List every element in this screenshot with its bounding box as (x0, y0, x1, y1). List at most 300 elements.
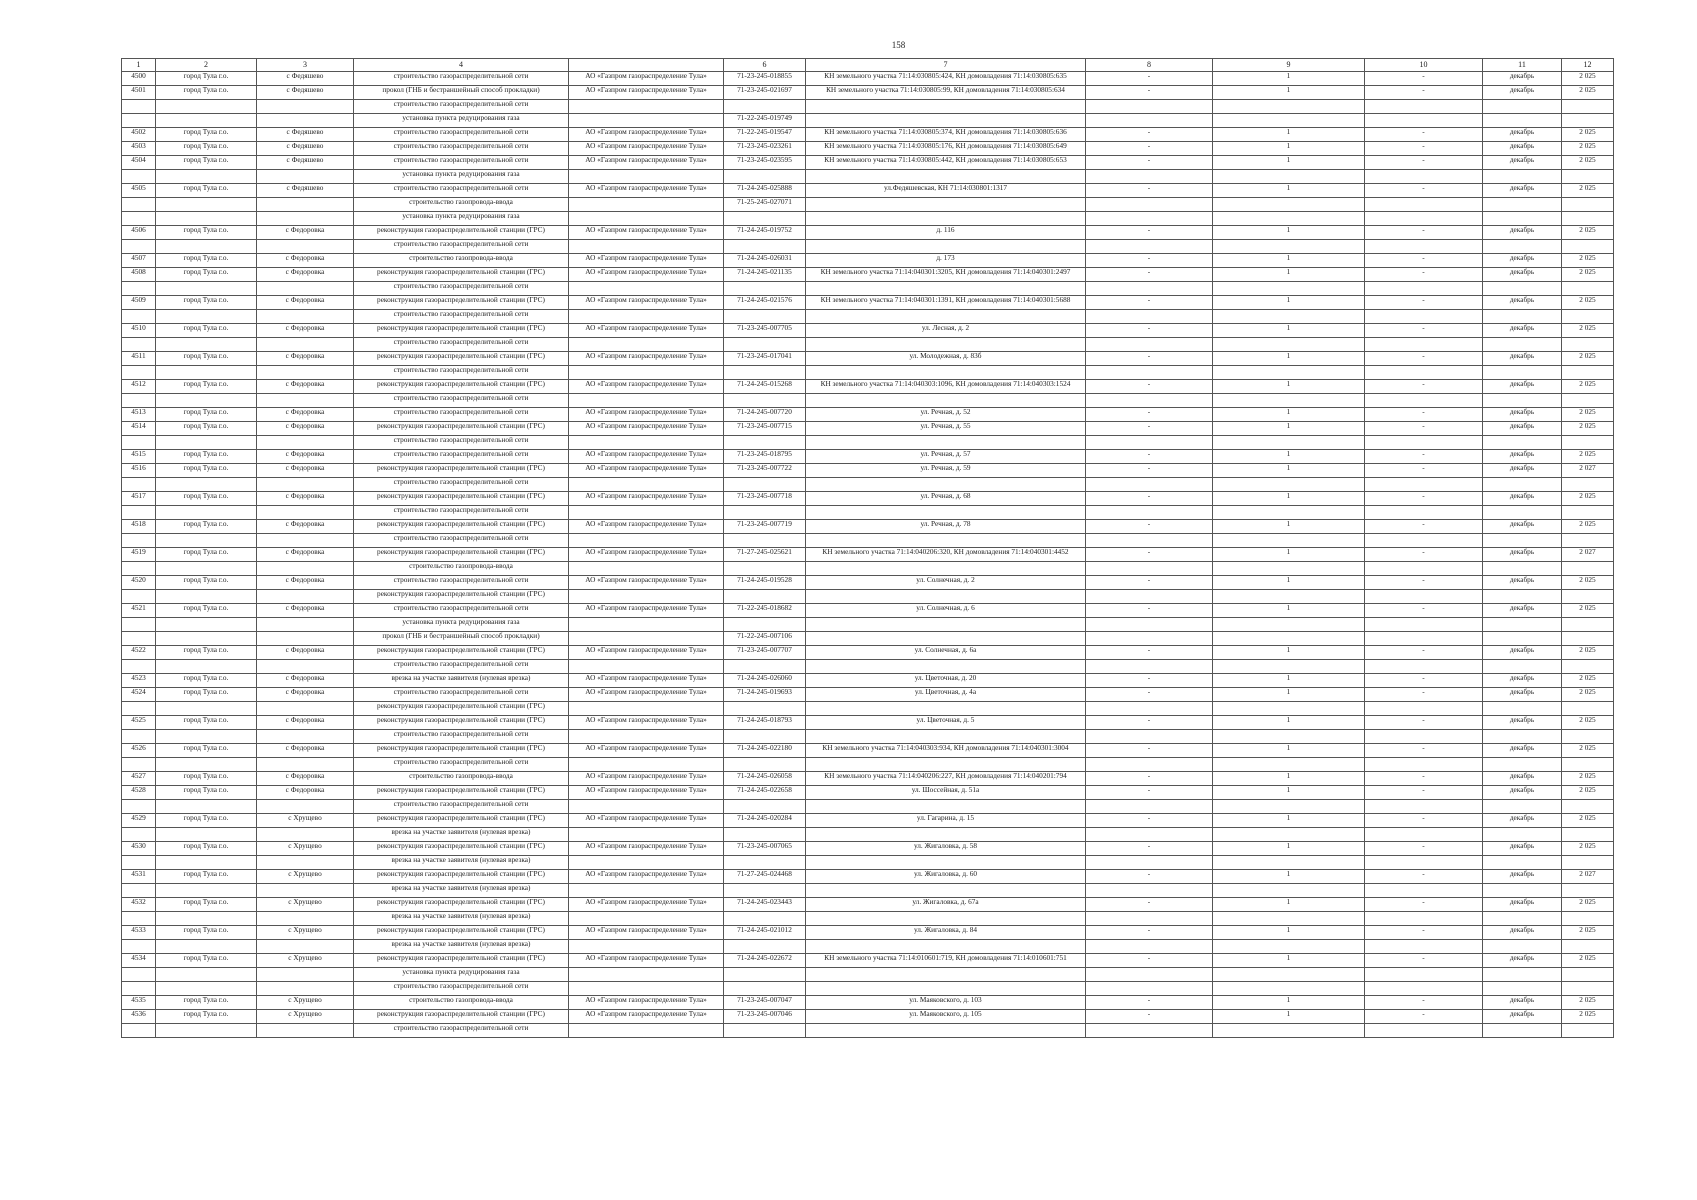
table-cell-col-4: реконструкция газораспределительной станции (ГРС) (354, 548, 569, 562)
table-cell-col-4: строительство газораспределительной сети (354, 394, 569, 408)
table-cell-col-5: АО «Газпром газораспределение Тула» (569, 842, 724, 856)
table-cell-col-8 (1086, 212, 1213, 226)
table-cell-col-7 (806, 282, 1086, 296)
table-cell-col-12: 2 025 (1562, 744, 1614, 758)
table-cell-col-6: 71-23-245-007719 (724, 520, 806, 534)
table-row (122, 142, 1614, 156)
table-cell-col-2: город Тула г.о. (156, 786, 257, 800)
table-cell-col-12 (1562, 506, 1614, 520)
table-cell-col-9 (1213, 170, 1365, 184)
table-cell-col-6: 71-23-245-018855 (724, 72, 806, 86)
table-cell-col-7 (806, 212, 1086, 226)
table-cell-col-7 (806, 618, 1086, 632)
table-cell-col-1 (122, 618, 156, 632)
table-cell-col-8 (1086, 618, 1213, 632)
table-cell-col-11 (1483, 478, 1562, 492)
table-cell-col-4: строительство газораспределительной сети (354, 478, 569, 492)
table-cell-col-1: 4526 (122, 744, 156, 758)
table-cell-col-9: 1 (1213, 772, 1365, 786)
table-row (122, 408, 1614, 422)
table-cell-col-10 (1365, 968, 1483, 982)
table-cell-col-4: реконструкция газораспределительной станции (ГРС) (354, 898, 569, 912)
table-cell-col-10 (1365, 884, 1483, 898)
table-cell-col-2 (156, 800, 257, 814)
table-cell-col-3 (257, 478, 354, 492)
table-cell-col-11: декабрь (1483, 86, 1562, 100)
table-cell-col-6 (724, 590, 806, 604)
table-cell-col-12: 2 025 (1562, 128, 1614, 142)
table-cell-col-6: 71-24-245-026031 (724, 254, 806, 268)
table-cell-col-6 (724, 506, 806, 520)
table-row (122, 898, 1614, 912)
table-row (122, 282, 1614, 296)
table-cell-col-2: город Тула г.о. (156, 674, 257, 688)
table-cell-col-3 (257, 114, 354, 128)
table-cell-col-12 (1562, 590, 1614, 604)
header-row (122, 59, 1614, 72)
table-row (122, 660, 1614, 674)
table-cell-col-1 (122, 730, 156, 744)
table-cell-col-5: АО «Газпром газораспределение Тула» (569, 786, 724, 800)
table-cell-col-3 (257, 618, 354, 632)
table-cell-col-11: декабрь (1483, 744, 1562, 758)
table-cell-col-5 (569, 366, 724, 380)
table-cell-col-9: 1 (1213, 688, 1365, 702)
table-cell-col-12: 2 025 (1562, 898, 1614, 912)
table-cell-col-12 (1562, 968, 1614, 982)
table-cell-col-1: 4504 (122, 156, 156, 170)
table-cell-col-11: декабрь (1483, 450, 1562, 464)
table-cell-col-1 (122, 310, 156, 324)
table-cell-col-10 (1365, 170, 1483, 184)
table-cell-col-4: строительство газораспределительной сети (354, 730, 569, 744)
table-cell-col-6 (724, 394, 806, 408)
table-cell-col-1 (122, 702, 156, 716)
table-cell-col-1 (122, 660, 156, 674)
table-cell-col-9: 1 (1213, 548, 1365, 562)
table-cell-col-5: АО «Газпром газораспределение Тула» (569, 422, 724, 436)
table-cell-col-4: врезка на участке заявителя (нулевая врезка) (354, 674, 569, 688)
table-cell-col-10 (1365, 100, 1483, 114)
table-cell-col-9: 1 (1213, 226, 1365, 240)
table-cell-col-3 (257, 310, 354, 324)
table-cell-col-7: КН земельного участка 71:14:030805:374, КН домовладения 71:14:030805:636 (806, 128, 1086, 142)
table-cell-col-7: ул. Маяковского, д. 105 (806, 1010, 1086, 1024)
table-cell-col-9 (1213, 660, 1365, 674)
table-cell-col-9 (1213, 982, 1365, 996)
table-row (122, 86, 1614, 100)
table-cell-col-3: с Федоровка (257, 716, 354, 730)
table-cell-col-6 (724, 618, 806, 632)
table-cell-col-12: 2 025 (1562, 72, 1614, 86)
table-cell-col-11: декабрь (1483, 520, 1562, 534)
table-cell-col-1: 4536 (122, 1010, 156, 1024)
table-cell-col-4: строительство газораспределительной сети (354, 310, 569, 324)
table-cell-col-12: 2 025 (1562, 156, 1614, 170)
table-cell-col-10: - (1365, 814, 1483, 828)
table-cell-col-7: ул. Маяковского, д. 103 (806, 996, 1086, 1010)
table-cell-col-12 (1562, 100, 1614, 114)
table-cell-col-3 (257, 338, 354, 352)
table-cell-col-3 (257, 282, 354, 296)
table-cell-col-5: АО «Газпром газораспределение Тула» (569, 954, 724, 968)
table-cell-col-9 (1213, 212, 1365, 226)
table-cell-col-7 (806, 730, 1086, 744)
table-cell-col-3: с Федяшево (257, 128, 354, 142)
table-cell-col-8: - (1086, 352, 1213, 366)
table-cell-col-7: ул. Цветочная, д. 5 (806, 716, 1086, 730)
table-cell-col-11: декабрь (1483, 786, 1562, 800)
table-cell-col-9: 1 (1213, 464, 1365, 478)
table-cell-col-7: ул. Солнечная, д. 6 (806, 604, 1086, 618)
table-row (122, 618, 1614, 632)
table-row (122, 688, 1614, 702)
table-cell-col-10: - (1365, 576, 1483, 590)
table-cell-col-3 (257, 1024, 354, 1038)
table-cell-col-4: установка пункта редуцирования газа (354, 618, 569, 632)
table-cell-col-4: строительство газораспределительной сети (354, 982, 569, 996)
table-cell-col-6: 71-23-245-007707 (724, 646, 806, 660)
table-cell-col-12: 2 025 (1562, 520, 1614, 534)
table-cell-col-10: - (1365, 898, 1483, 912)
table-cell-col-8 (1086, 240, 1213, 254)
table-row (122, 296, 1614, 310)
table-cell-col-1 (122, 632, 156, 646)
table-cell-col-9: 1 (1213, 744, 1365, 758)
table-cell-col-11 (1483, 282, 1562, 296)
table-cell-col-7 (806, 198, 1086, 212)
table-cell-col-10 (1365, 198, 1483, 212)
table-cell-col-9: 1 (1213, 576, 1365, 590)
table-cell-col-7: КН земельного участка 71:14:030805:176, КН домовладения 71:14:030805:649 (806, 142, 1086, 156)
table-cell-col-11: декабрь (1483, 380, 1562, 394)
table-cell-col-3 (257, 884, 354, 898)
table-cell-col-7 (806, 100, 1086, 114)
table-cell-col-6: 71-27-245-025621 (724, 548, 806, 562)
table-cell-col-6 (724, 1024, 806, 1038)
table-cell-col-12: 2 025 (1562, 814, 1614, 828)
table-cell-col-10 (1365, 310, 1483, 324)
table-cell-col-5: АО «Газпром газораспределение Тула» (569, 996, 724, 1010)
table-cell-col-2: город Тула г.о. (156, 464, 257, 478)
table-cell-col-12: 2 025 (1562, 408, 1614, 422)
table-cell-col-3: с Федоровка (257, 254, 354, 268)
table-cell-col-9 (1213, 282, 1365, 296)
table-cell-col-2 (156, 660, 257, 674)
table-cell-col-7: ул. Шоссейная, д. 51а (806, 786, 1086, 800)
table-cell-col-8: - (1086, 926, 1213, 940)
table-cell-col-3 (257, 394, 354, 408)
table-cell-col-1: 4509 (122, 296, 156, 310)
table-row (122, 800, 1614, 814)
table-cell-col-10 (1365, 1024, 1483, 1038)
table-cell-col-10: - (1365, 324, 1483, 338)
table-cell-col-2: город Тула г.о. (156, 72, 257, 86)
table-cell-col-9: 1 (1213, 492, 1365, 506)
table-cell-col-6: 71-24-245-021135 (724, 268, 806, 282)
table-cell-col-2 (156, 856, 257, 870)
table-cell-col-3: с Федоровка (257, 268, 354, 282)
table-cell-col-10: - (1365, 184, 1483, 198)
table-cell-col-8: - (1086, 268, 1213, 282)
table-cell-col-2: город Тула г.о. (156, 296, 257, 310)
table-cell-col-8: - (1086, 86, 1213, 100)
table-cell-col-9: 1 (1213, 254, 1365, 268)
table-row (122, 254, 1614, 268)
table-cell-col-5: АО «Газпром газораспределение Тула» (569, 450, 724, 464)
table-cell-col-12 (1562, 240, 1614, 254)
table-cell-col-9 (1213, 730, 1365, 744)
table-cell-col-5: АО «Газпром газораспределение Тула» (569, 604, 724, 618)
table-row (122, 576, 1614, 590)
table-cell-col-10: - (1365, 226, 1483, 240)
table-row (122, 646, 1614, 660)
table-cell-col-12: 2 025 (1562, 604, 1614, 618)
table-cell-col-1: 4511 (122, 352, 156, 366)
table-cell-col-12: 2 025 (1562, 786, 1614, 800)
table-cell-col-1 (122, 912, 156, 926)
table-cell-col-9 (1213, 240, 1365, 254)
table-cell-col-12 (1562, 912, 1614, 926)
table-cell-col-8: - (1086, 254, 1213, 268)
table-cell-col-11: декабрь (1483, 604, 1562, 618)
table-cell-col-5 (569, 478, 724, 492)
table-cell-col-5: АО «Газпром газораспределение Тула» (569, 716, 724, 730)
table-cell-col-1: 4532 (122, 898, 156, 912)
table-cell-col-4: реконструкция газораспределительной станции (ГРС) (354, 492, 569, 506)
table-cell-col-6: 71-23-245-023261 (724, 142, 806, 156)
table-row (122, 268, 1614, 282)
table-cell-col-11: декабрь (1483, 492, 1562, 506)
table-cell-col-10 (1365, 702, 1483, 716)
table-cell-col-6: 71-24-245-021576 (724, 296, 806, 310)
table-cell-col-4: строительство газораспределительной сети (354, 72, 569, 86)
table-cell-col-3: с Федоровка (257, 786, 354, 800)
table-row (122, 674, 1614, 688)
table-row (122, 492, 1614, 506)
table-cell-col-11 (1483, 436, 1562, 450)
table-cell-col-3: с Хрущево (257, 898, 354, 912)
table-row (122, 478, 1614, 492)
table-cell-col-8 (1086, 198, 1213, 212)
table-cell-col-2 (156, 828, 257, 842)
table-cell-col-11: декабрь (1483, 156, 1562, 170)
table-cell-col-4: строительство газораспределительной сети (354, 604, 569, 618)
table-cell-col-2 (156, 478, 257, 492)
table-row (122, 772, 1614, 786)
table-cell-col-12: 2 025 (1562, 576, 1614, 590)
table-cell-col-11 (1483, 660, 1562, 674)
table-row (122, 170, 1614, 184)
table-cell-col-10: - (1365, 464, 1483, 478)
table-cell-col-12 (1562, 632, 1614, 646)
table-cell-col-6 (724, 436, 806, 450)
table-cell-col-12 (1562, 800, 1614, 814)
table-cell-col-6: 71-24-245-019693 (724, 688, 806, 702)
table-cell-col-3: с Федоровка (257, 646, 354, 660)
table-cell-col-4: строительство газораспределительной сети (354, 282, 569, 296)
table-cell-col-4: врезка на участке заявителя (нулевая врезка) (354, 884, 569, 898)
table-cell-col-3: с Хрущево (257, 926, 354, 940)
table-cell-col-10: - (1365, 716, 1483, 730)
table-row (122, 534, 1614, 548)
table-cell-col-8: - (1086, 450, 1213, 464)
table-cell-col-6: 71-24-245-015268 (724, 380, 806, 394)
table-cell-col-11: декабрь (1483, 716, 1562, 730)
table-cell-col-12 (1562, 562, 1614, 576)
table-cell-col-11 (1483, 800, 1562, 814)
table-cell-col-5: АО «Газпром газораспределение Тула» (569, 380, 724, 394)
table-cell-col-10: - (1365, 772, 1483, 786)
table-cell-col-3: с Федяшево (257, 156, 354, 170)
table-cell-col-5 (569, 534, 724, 548)
table-cell-col-9: 1 (1213, 380, 1365, 394)
table-row (122, 506, 1614, 520)
table-cell-col-9: 1 (1213, 842, 1365, 856)
table-row (122, 310, 1614, 324)
table-cell-col-9 (1213, 310, 1365, 324)
table-cell-col-1 (122, 590, 156, 604)
table-cell-col-6: 71-24-245-019528 (724, 576, 806, 590)
table-cell-col-7 (806, 982, 1086, 996)
table-cell-col-2 (156, 310, 257, 324)
table-cell-col-6: 71-24-245-026060 (724, 674, 806, 688)
table-cell-col-3: с Федоровка (257, 352, 354, 366)
table-cell-col-10 (1365, 534, 1483, 548)
table-cell-col-3: с Федяшево (257, 142, 354, 156)
table-cell-col-1 (122, 282, 156, 296)
table-cell-col-3: с Хрущево (257, 1010, 354, 1024)
table-cell-col-11 (1483, 534, 1562, 548)
table-cell-col-7: КН земельного участка 71:14:040206:227, КН домовладения 71:14:040201:794 (806, 772, 1086, 786)
table-cell-col-10: - (1365, 744, 1483, 758)
table-cell-col-2: город Тула г.о. (156, 86, 257, 100)
table-cell-col-10 (1365, 114, 1483, 128)
table-cell-col-7: ул. Молодежная, д. 83б (806, 352, 1086, 366)
table-cell-col-8: - (1086, 296, 1213, 310)
table-cell-col-12: 2 025 (1562, 1010, 1614, 1024)
table-cell-col-4: врезка на участке заявителя (нулевая врезка) (354, 856, 569, 870)
table-cell-col-11 (1483, 730, 1562, 744)
column-header-2: 2 (156, 59, 257, 72)
table-cell-col-9 (1213, 940, 1365, 954)
table-cell-col-1: 4524 (122, 688, 156, 702)
table-cell-col-3: с Федоровка (257, 520, 354, 534)
table-cell-col-2 (156, 912, 257, 926)
table-cell-col-9 (1213, 366, 1365, 380)
table-cell-col-5: АО «Газпром газораспределение Тула» (569, 576, 724, 590)
table-cell-col-7: КН земельного участка 71:14:030805:442, КН домовладения 71:14:030805:653 (806, 156, 1086, 170)
table-cell-col-12 (1562, 338, 1614, 352)
table-cell-col-7: ул. Речная, д. 55 (806, 422, 1086, 436)
table-cell-col-8 (1086, 338, 1213, 352)
table-cell-col-5 (569, 912, 724, 926)
table-cell-col-12 (1562, 856, 1614, 870)
table-cell-col-12 (1562, 828, 1614, 842)
table-cell-col-10 (1365, 730, 1483, 744)
table-cell-col-1 (122, 856, 156, 870)
table-cell-col-7: ул. Цветочная, д. 4а (806, 688, 1086, 702)
table-cell-col-9: 1 (1213, 86, 1365, 100)
table-cell-col-8: - (1086, 184, 1213, 198)
table-cell-col-3 (257, 828, 354, 842)
table-cell-col-6 (724, 240, 806, 254)
table-cell-col-3: с Хрущево (257, 842, 354, 856)
table-cell-col-11 (1483, 198, 1562, 212)
table-cell-col-11: декабрь (1483, 548, 1562, 562)
table-row (122, 380, 1614, 394)
table-cell-col-10: - (1365, 422, 1483, 436)
table-cell-col-9: 1 (1213, 142, 1365, 156)
table-cell-col-9: 1 (1213, 1010, 1365, 1024)
table-cell-col-3: с Федоровка (257, 576, 354, 590)
table-cell-col-3 (257, 170, 354, 184)
table-cell-col-4: строительство газопровода-ввода (354, 772, 569, 786)
table-row (122, 114, 1614, 128)
table-cell-col-8: - (1086, 996, 1213, 1010)
table-cell-col-9: 1 (1213, 450, 1365, 464)
table-cell-col-6: 71-23-245-007047 (724, 996, 806, 1010)
table-cell-col-3 (257, 632, 354, 646)
table-cell-col-1 (122, 436, 156, 450)
table-cell-col-2 (156, 282, 257, 296)
table-cell-col-2: город Тула г.о. (156, 576, 257, 590)
table-cell-col-5 (569, 282, 724, 296)
table-cell-col-6 (724, 828, 806, 842)
table-cell-col-7 (806, 170, 1086, 184)
table-cell-col-4: реконструкция газораспределительной станции (ГРС) (354, 1010, 569, 1024)
table-cell-col-3 (257, 240, 354, 254)
table-cell-col-8: - (1086, 842, 1213, 856)
table-row (122, 156, 1614, 170)
table-cell-col-2: город Тула г.о. (156, 128, 257, 142)
table-cell-col-4: строительство газораспределительной сети (354, 576, 569, 590)
table-cell-col-12 (1562, 982, 1614, 996)
table-cell-col-10: - (1365, 254, 1483, 268)
table-cell-col-2: город Тула г.о. (156, 422, 257, 436)
table-cell-col-5: АО «Газпром газораспределение Тула» (569, 324, 724, 338)
table-cell-col-7: ул.Федяшевская, КН 71:14:030801:1317 (806, 184, 1086, 198)
table-cell-col-4: строительство газораспределительной сети (354, 142, 569, 156)
table-cell-col-11: декабрь (1483, 996, 1562, 1010)
table-cell-col-6: 71-24-245-020284 (724, 814, 806, 828)
table-cell-col-5 (569, 758, 724, 772)
table-cell-col-2 (156, 618, 257, 632)
table-cell-col-11 (1483, 338, 1562, 352)
table-cell-col-3: с Федяшево (257, 184, 354, 198)
table-cell-col-4: установка пункта редуцирования газа (354, 114, 569, 128)
table-cell-col-8: - (1086, 688, 1213, 702)
table-cell-col-3 (257, 730, 354, 744)
table-cell-col-8: - (1086, 422, 1213, 436)
table-cell-col-4: врезка на участке заявителя (нулевая врезка) (354, 940, 569, 954)
table-cell-col-4: врезка на участке заявителя (нулевая врезка) (354, 912, 569, 926)
table-cell-col-7 (806, 660, 1086, 674)
table-cell-col-11: декабрь (1483, 576, 1562, 590)
table-cell-col-12 (1562, 170, 1614, 184)
table-cell-col-5 (569, 800, 724, 814)
table-cell-col-7: КН земельного участка 71:14:040301:3205, КН домовладения 71:14:040301:2497 (806, 268, 1086, 282)
table-cell-col-8: - (1086, 954, 1213, 968)
table-cell-col-7 (806, 394, 1086, 408)
table-cell-col-9 (1213, 394, 1365, 408)
table-cell-col-3 (257, 212, 354, 226)
table-row (122, 212, 1614, 226)
table-cell-col-1: 4521 (122, 604, 156, 618)
table-row (122, 548, 1614, 562)
table-cell-col-4: строительство газораспределительной сети (354, 156, 569, 170)
table-cell-col-5: АО «Газпром газораспределение Тула» (569, 814, 724, 828)
